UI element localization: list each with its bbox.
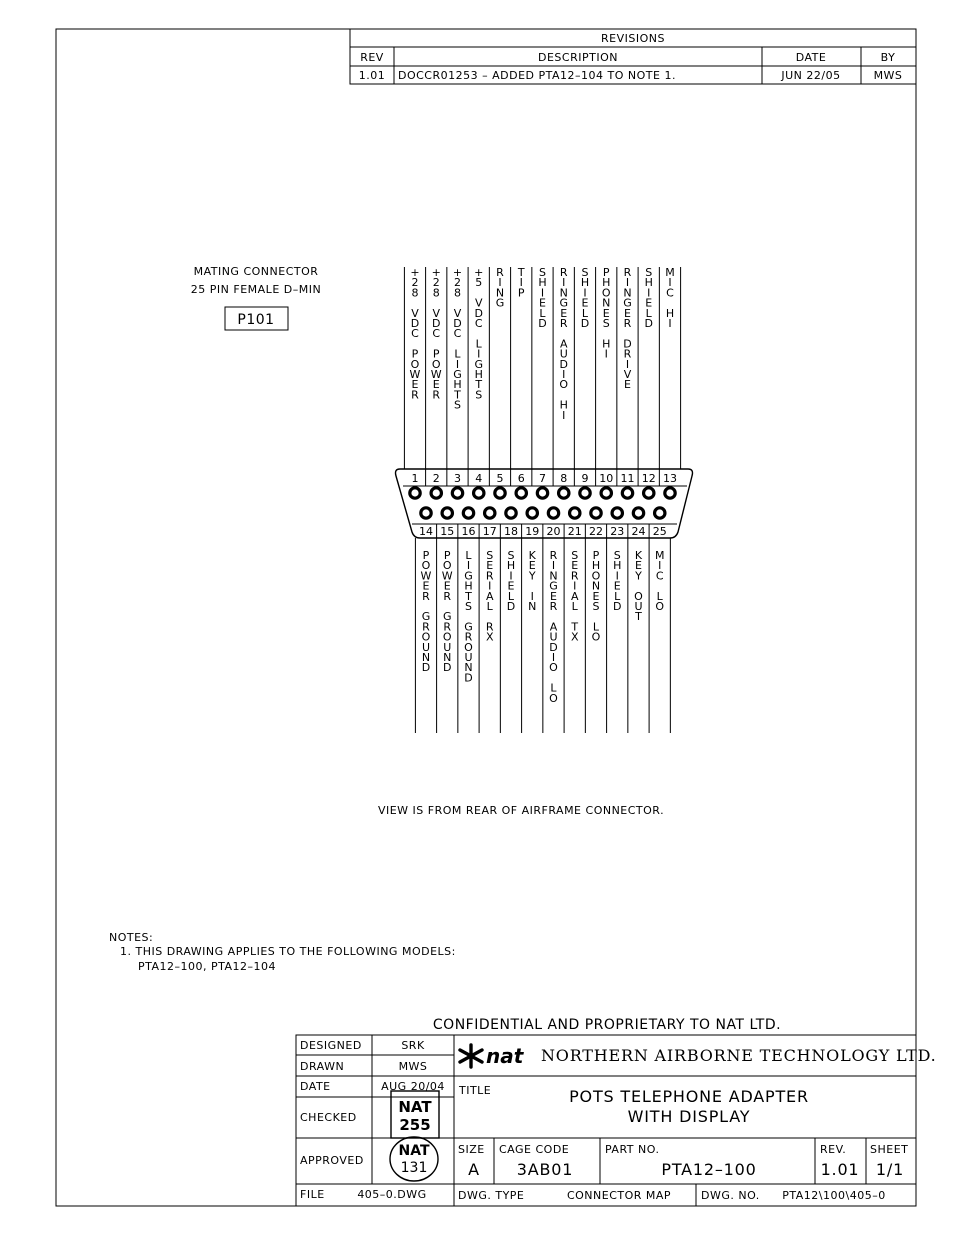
- pin-label-5-text: R I N G: [495, 266, 505, 310]
- pin-11: [622, 488, 632, 498]
- pin-label-20: [549, 549, 558, 705]
- approved-stamp: [390, 1137, 438, 1181]
- pin-label-9-text: S H I E L D: [580, 266, 590, 330]
- pin-21: [570, 508, 580, 518]
- dwg-no-label: DWG. NO.: [701, 1189, 760, 1202]
- pin-label-14: [421, 549, 432, 674]
- rev-row-description: DOCCR01253 – ADDED PTA12–104 TO NOTE 1.: [398, 69, 676, 82]
- rev-header: REV: [360, 51, 384, 64]
- size-value: A: [468, 1160, 480, 1179]
- pin-13: [665, 488, 675, 498]
- revisions-title: REVISIONS: [601, 32, 665, 45]
- pin-5: [495, 488, 505, 498]
- sheet-label: SHEET: [870, 1143, 909, 1156]
- pin-label-25-text: M I C L O: [655, 549, 665, 613]
- pin-label-20-text: R I N G E R A U D I O L O: [549, 549, 558, 705]
- pin-number-21: 21: [567, 525, 582, 538]
- pin-label-13-text: M I C H I: [665, 266, 675, 330]
- rev-row-rev: 1.01: [358, 69, 386, 82]
- checked-label: CHECKED: [300, 1111, 357, 1124]
- company-name: NORTHERN AIRBORNE TECHNOLOGY LTD.: [541, 1046, 937, 1065]
- pin-24: [633, 508, 643, 518]
- approved-stamp-bottom: 131: [400, 1160, 428, 1176]
- pin-label-17: [486, 549, 494, 644]
- title-label: TITLE: [459, 1084, 492, 1097]
- pin-label-3: [453, 266, 462, 412]
- confidential-notice: CONFIDENTIAL AND PROPRIETARY TO NAT LTD.: [432, 1017, 782, 1033]
- pin-label-11-text: R I N G E R D R I V E: [623, 266, 632, 392]
- pin-number-12: 12: [641, 472, 656, 485]
- pin-number-16: 16: [461, 525, 476, 538]
- pin-label-1-text: + 2 8 V D C P O W E R: [409, 266, 421, 402]
- pin-number-18: 18: [504, 525, 518, 538]
- pin-number-2: 2: [432, 472, 440, 485]
- d-sub-connector: [396, 266, 693, 733]
- pin-label-7-text: S H I E L D: [538, 266, 547, 330]
- approved-label: APPROVED: [300, 1154, 364, 1167]
- pin-label-23: [613, 549, 621, 613]
- part-no-value: PTA12–100: [661, 1160, 757, 1179]
- pin-label-16-text: L I G H T S G R O U N D: [464, 549, 473, 685]
- pin-label-18: [507, 549, 515, 613]
- top-pin-labels: [410, 266, 675, 422]
- drawn-value: MWS: [398, 1060, 428, 1073]
- pin-label-7: [538, 266, 546, 330]
- pin-label-6-text: T I P: [517, 266, 525, 300]
- pin-number-14: 14: [419, 525, 433, 538]
- note-1-models: PTA12–100, PTA12–104: [138, 960, 277, 973]
- pin-22: [591, 508, 601, 518]
- pin-7: [537, 488, 547, 498]
- pin-number-10: 10: [599, 472, 614, 485]
- sheet-value: 1/1: [875, 1160, 905, 1179]
- mating-connector-label: [191, 265, 321, 330]
- date-label: DATE: [300, 1080, 331, 1093]
- pin-label-14-text: P O W E R G R O U N D: [420, 549, 432, 675]
- pin-number-25: 25: [652, 525, 667, 538]
- by-header: BY: [880, 51, 896, 64]
- logo-wordmark: nat: [486, 1044, 524, 1068]
- pin-number-19: 19: [525, 525, 540, 538]
- checked-stamp-bottom: 255: [399, 1116, 431, 1134]
- pin-number-13: 13: [663, 472, 677, 485]
- checked-stamp-top: NAT: [398, 1098, 432, 1116]
- pin-12: [644, 488, 654, 498]
- file-label: FILE: [300, 1188, 325, 1201]
- pin-number-3: 3: [454, 472, 461, 485]
- pin-label-15-text: P O W E R G R O U N D: [441, 549, 453, 675]
- pin-number-6: 6: [517, 472, 525, 485]
- pin-number-23: 23: [610, 525, 625, 538]
- pin-number-17: 17: [482, 525, 497, 538]
- pin-number-5: 5: [496, 472, 504, 485]
- pin-label-22-text: P H O N E S L O: [591, 549, 601, 644]
- pin-16: [463, 508, 473, 518]
- pin-label-22: [592, 549, 601, 644]
- pin-1: [410, 488, 420, 498]
- description-header: DESCRIPTION: [538, 51, 618, 64]
- rev-row-date: JUN 22/05: [781, 69, 841, 82]
- pin-25: [655, 508, 665, 518]
- pin-8: [559, 488, 569, 498]
- pin-17: [485, 508, 495, 518]
- pin-label-24: [634, 549, 643, 623]
- drawing-title-line-1: POTS TELEPHONE ADAPTER: [569, 1087, 809, 1106]
- star-icon: [460, 1045, 482, 1067]
- designed-label: DESIGNED: [300, 1039, 362, 1052]
- pin-label-18-text: S H I E L D: [506, 549, 516, 613]
- drawing-title-line-2: WITH DISPLAY: [627, 1107, 751, 1126]
- pin-label-1: [410, 266, 421, 401]
- rev-value: 1.01: [820, 1160, 860, 1179]
- pin-label-21-text: S E R I A L T X: [570, 549, 579, 644]
- pin-label-8-text: R I N G E R A U D I O H I: [559, 266, 569, 422]
- pin-2: [431, 488, 441, 498]
- designed-value: SRK: [401, 1039, 425, 1052]
- pin-10: [601, 488, 611, 498]
- pin-number-7: 7: [539, 472, 546, 485]
- dwg-type-label: DWG. TYPE: [458, 1189, 525, 1202]
- pin-label-12-text: S H I E L D: [644, 266, 653, 330]
- pin-label-5: [496, 266, 505, 310]
- approved-stamp-top: NAT: [398, 1143, 430, 1159]
- pin-number-8: 8: [560, 472, 568, 485]
- date-header: DATE: [795, 51, 827, 64]
- file-value: 405–0.DWG: [357, 1188, 427, 1201]
- pin-label-15: [442, 549, 453, 674]
- pin-3: [452, 488, 462, 498]
- cage-code-label: CAGE CODE: [499, 1143, 570, 1156]
- pin-label-4-text: + 5 V D C L I G H T S: [474, 266, 484, 402]
- pin-label-10-text: P H O N E S H I: [601, 266, 611, 361]
- pin-23: [612, 508, 622, 518]
- pin-number-22: 22: [589, 525, 603, 538]
- view-note: VIEW IS FROM REAR OF AIRFRAME CONNECTOR.: [377, 804, 665, 817]
- pin-number-24: 24: [631, 525, 646, 538]
- pin-label-3-text: + 2 8 V D C L I G H T S: [452, 266, 463, 412]
- drawn-label: DRAWN: [300, 1060, 345, 1073]
- notes-block: [109, 931, 456, 973]
- rev-row-by: MWS: [873, 69, 903, 82]
- cage-code-value: 3AB01: [516, 1160, 574, 1179]
- pin-label-13: [665, 266, 675, 330]
- nat-logo: [460, 1044, 525, 1068]
- pin-15: [442, 508, 452, 518]
- dwg-no-value: PTA12\100\405–0: [782, 1189, 886, 1202]
- connector-pins: [410, 469, 677, 538]
- pin-label-19-text: K E Y I N: [528, 549, 537, 613]
- pin-label-10: [602, 266, 611, 361]
- pin-label-8: [559, 266, 568, 422]
- pin-label-9: [581, 266, 589, 330]
- pin-label-2: [431, 266, 442, 401]
- pin-label-12: [645, 266, 653, 330]
- mating-line-1: MATING CONNECTOR: [193, 265, 319, 278]
- pin-number-15: 15: [440, 525, 455, 538]
- part-no-label: PART NO.: [605, 1143, 660, 1156]
- pin-label-16: [464, 549, 473, 684]
- pin-label-19: [528, 549, 537, 613]
- notes-heading: NOTES:: [109, 931, 154, 944]
- pin-label-11: [623, 266, 632, 391]
- pin-9: [580, 488, 590, 498]
- pin-number-4: 4: [475, 472, 483, 485]
- pin-label-25: [655, 549, 665, 613]
- date-value: AUG 20/04: [381, 1080, 445, 1093]
- note-1: 1. THIS DRAWING APPLIES TO THE FOLLOWING MODELS:: [120, 945, 456, 958]
- checked-stamp: [391, 1091, 439, 1138]
- pin-label-24-text: K E Y O U T: [634, 549, 643, 624]
- dwg-type-value: CONNECTOR MAP: [566, 1189, 672, 1202]
- pin-number-20: 20: [546, 525, 561, 538]
- pin-label-21: [570, 549, 579, 644]
- pin-label-23-text: S H I E L D: [613, 549, 622, 613]
- mating-line-2: 25 PIN FEMALE D–MIN: [190, 283, 322, 296]
- pin-label-2-text: + 2 8 V D C P O W E R: [430, 266, 442, 402]
- pin-number-1: 1: [411, 472, 419, 485]
- pin-19: [527, 508, 537, 518]
- pin-label-6: [517, 266, 525, 299]
- pin-number-9: 9: [581, 472, 589, 485]
- title-block: [296, 1035, 937, 1206]
- pin-number-11: 11: [620, 472, 635, 485]
- connector-id: P101: [237, 312, 275, 328]
- pin-6: [516, 488, 526, 498]
- rev-label: REV.: [820, 1143, 847, 1156]
- pin-20: [548, 508, 558, 518]
- pin-4: [474, 488, 484, 498]
- pin-label-17-text: S E R I A L R X: [485, 549, 494, 644]
- revisions-table: [350, 29, 916, 84]
- pin-18: [506, 508, 516, 518]
- size-label: SIZE: [458, 1143, 485, 1156]
- pin-14: [421, 508, 431, 518]
- pin-label-4: [474, 266, 483, 401]
